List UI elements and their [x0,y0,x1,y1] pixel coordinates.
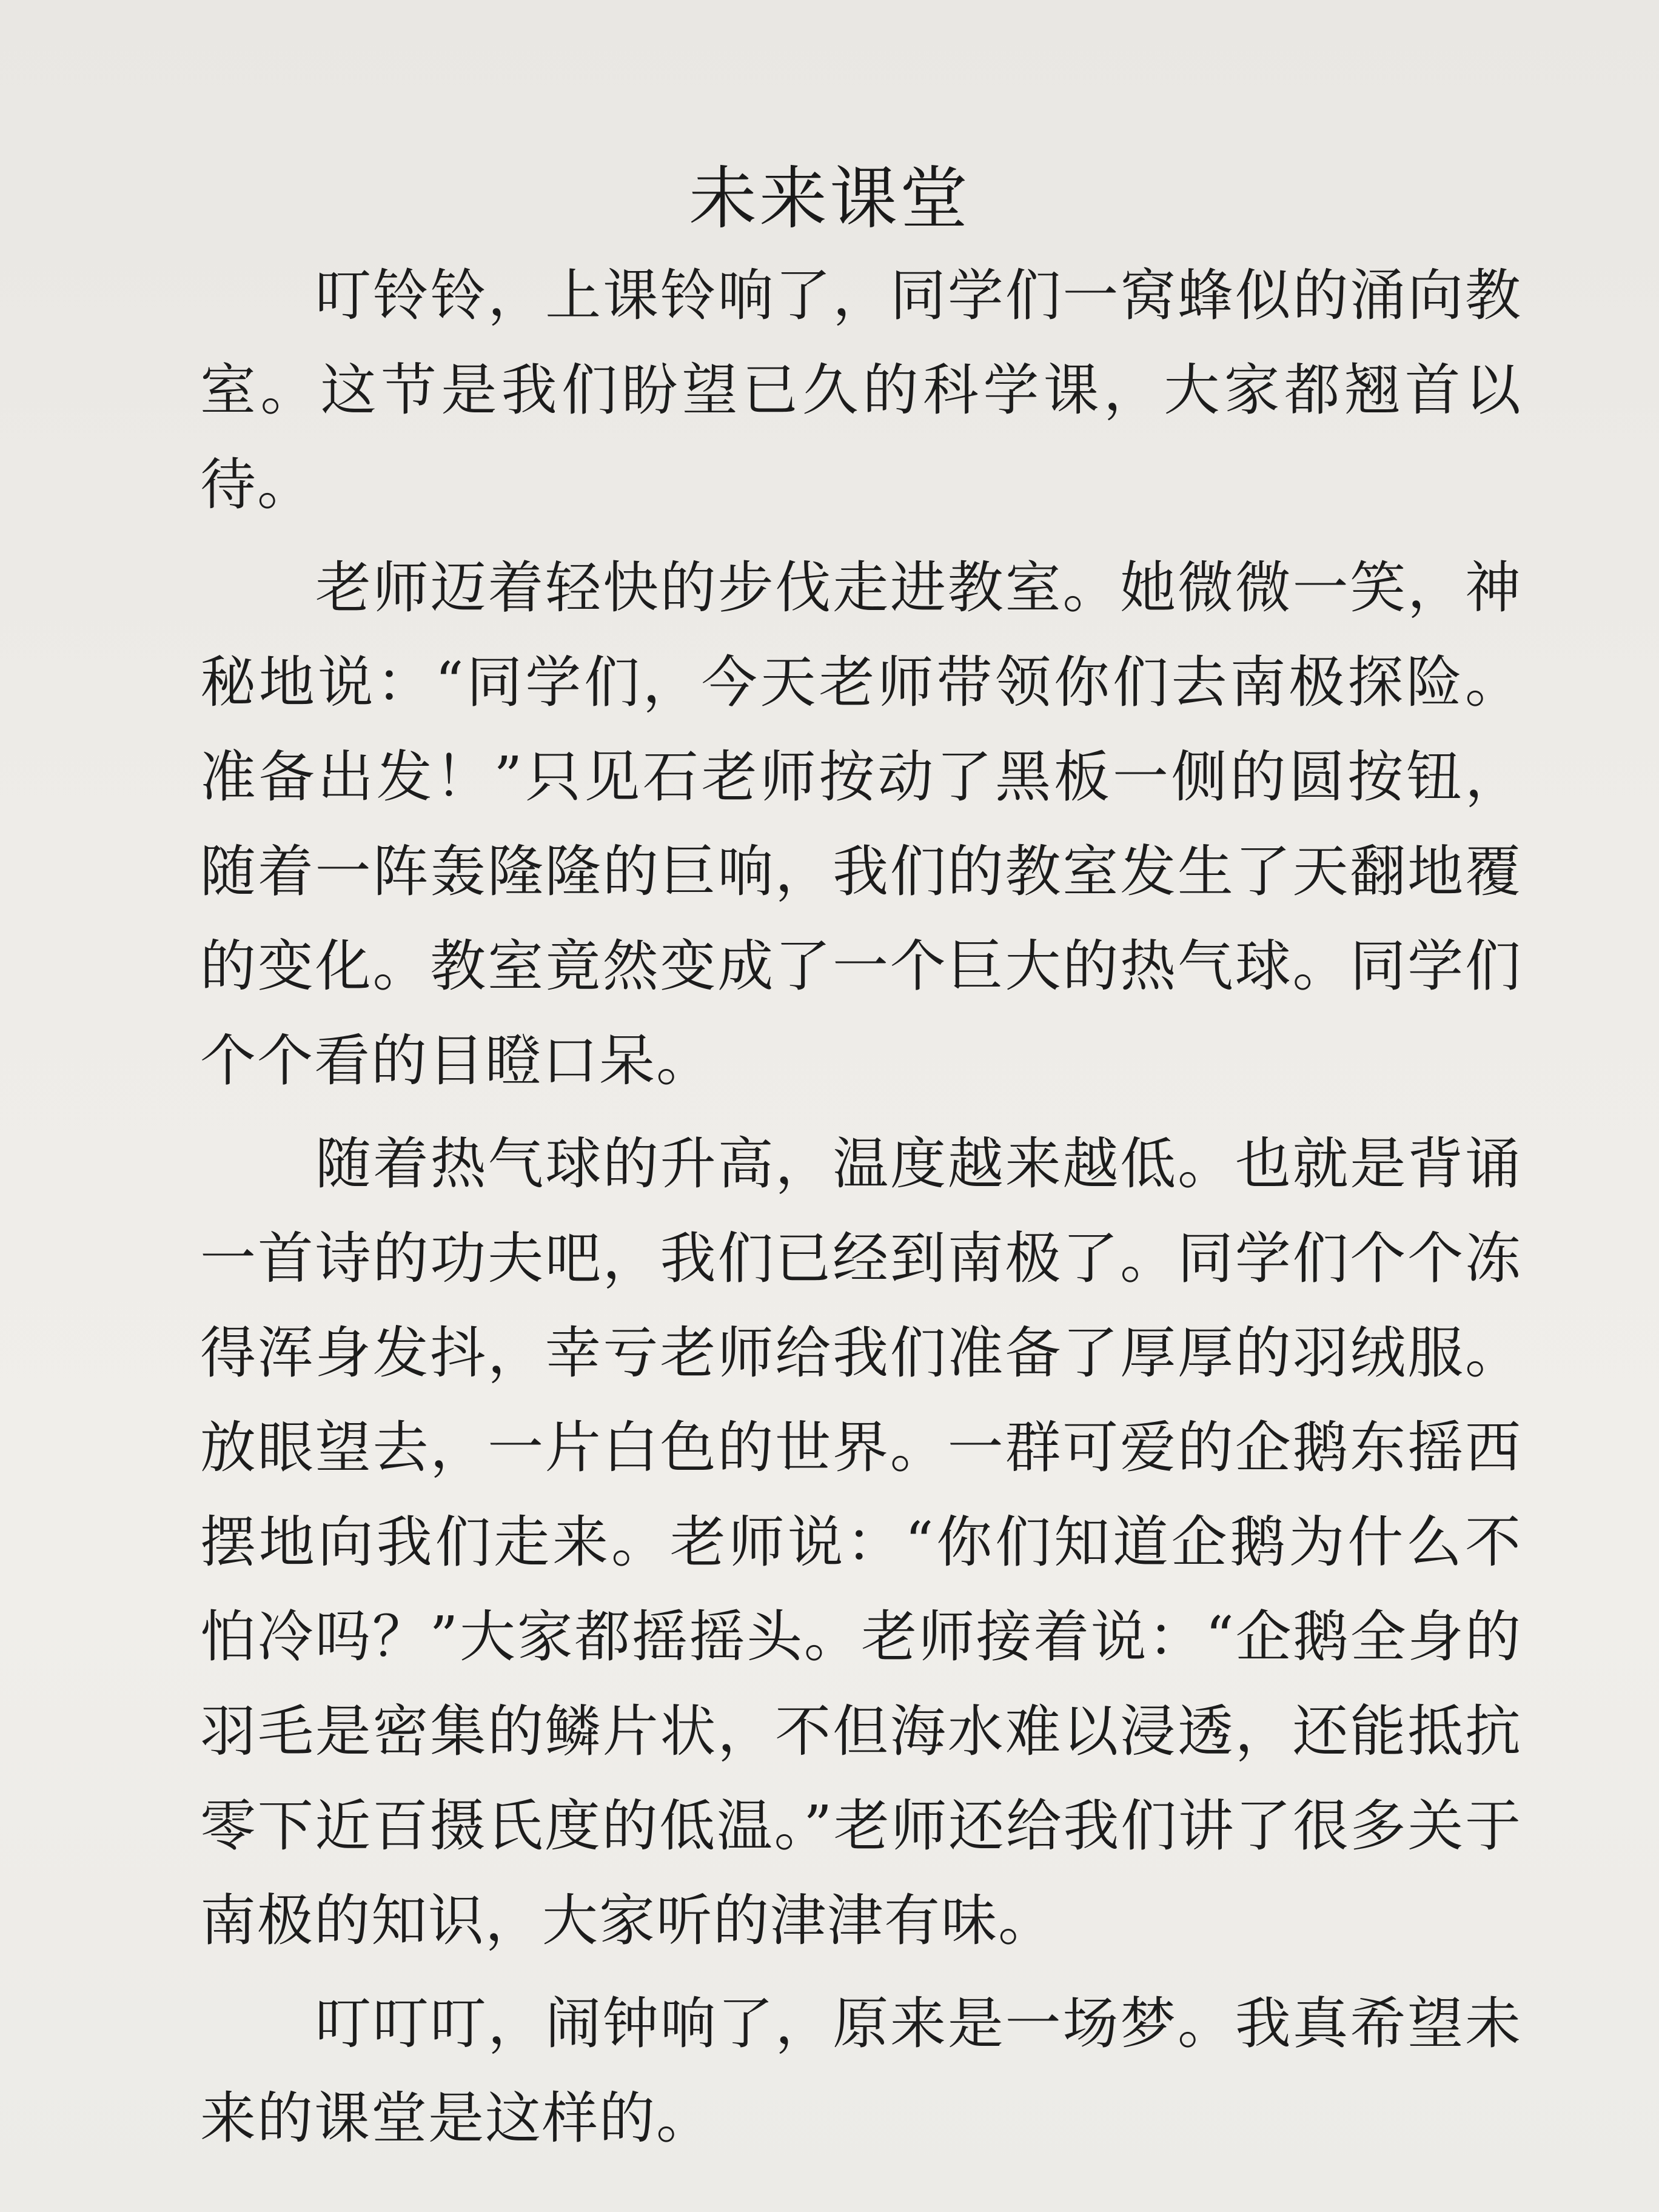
paragraph: 叮叮叮，闹钟响了，原来是一场梦。我真希望未来的课堂是这样的。 [200,1991,1522,2151]
essay-body [200,249,1522,2166]
paragraph: 叮铃铃，上课铃响了，同学们一窝蜂似的涌向教室。这节是我们盼望已久的科学课，大家都翘首以待。 [200,263,1522,517]
essay-title: 未来课堂 [689,159,970,238]
paragraph: 随着热气球的升高，温度越来越低。也就是背诵一首诗的功夫吧，我们已经到南极了。同学们个个冻得浑身发抖，幸亏老师给我们准备了厚厚的羽绒服。放眼望去，一片白色的世界。一群可爱的企鹅东摇西摆地向我们走来。老师说：“你们知道企鹅为什么不怕冷吗？”大家都摇摇头。老师接着说：“企鹅全身的羽毛是密集的鳞片状，不但海水难以浸透，还能抵抗零下近百摄氏度的低温。”老师还给我们讲了很多关于南极的知识，大家听的津津有味。 [200,1131,1522,1953]
paragraph: 老师迈着轻快的步伐走进教室。她微微一笑，神秘地说：“同学们，今天老师带领你们去南极探险。准备出发！”只见石老师按动了黑板一侧的圆按钮，随着一阵轰隆隆的巨响，我们的教室发生了天翻地覆的变化。教室竟然变成了一个巨大的热气球。同学们个个看的目瞪口呆。 [200,555,1522,1093]
